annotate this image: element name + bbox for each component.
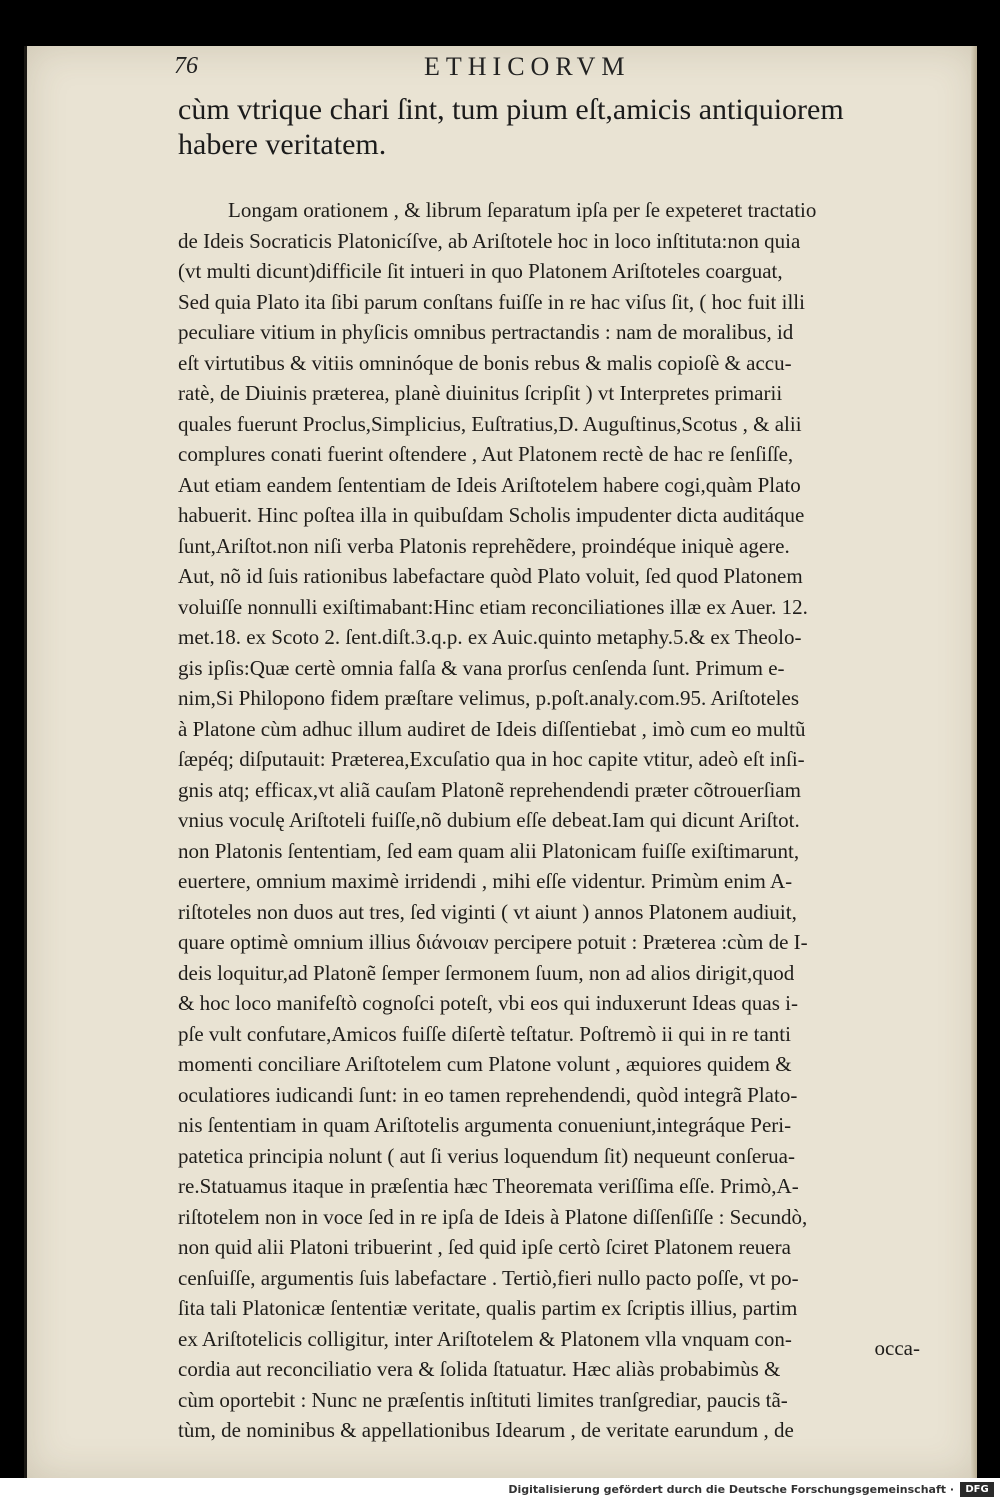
body-text — [178, 195, 948, 1446]
body-line: ſita tali Platonicæ ſententiæ veritate, qualis partim ex ſcriptis illius, partim — [178, 1296, 798, 1320]
body-line: (vt multi dicunt)difficile ſit intueri in quo Platonem Ariſtoteles coarguat, — [178, 259, 783, 283]
body-line: à Platone cùm adhuc illum audiret de Ideis diſſentiebat , imò cum eo multũ — [178, 716, 806, 741]
body-line: ex Ariſtotelicis colligitur, inter Ariſtotelem & Platonem vlla vnquam con- — [178, 1326, 792, 1351]
body-line: euertere, omnium maximè irridendi , mihi eſſe videntur. Primùm enim A- — [178, 869, 793, 893]
body-line: met.18. ex Scoto 2. ſent.diſt.3.q.p. ex Auic.quinto metaphy.5.& ex Theolo- — [178, 625, 802, 649]
page-number: 76 — [174, 53, 198, 79]
body-line: deis loquitur,ad Platonẽ ſemper ſermonem ſuum, non ad alios dirigit,quod — [178, 960, 795, 985]
dfg-logo: DFG — [960, 1482, 994, 1497]
body-line: non quid alii Platoni tribuerint , ſed quid ipſe certò ſciret Platonem reuera — [178, 1235, 791, 1259]
body-line: vnius voculę Ariſtoteli fuiſſe,nõ dubium eſſe debeat.Iam qui dicunt Ariſtot. — [178, 808, 800, 832]
body-line: riſtoteles non duos aut tres, ſed viginti ( vt aiunt ) annos Platonem audiuit, — [178, 899, 797, 924]
funding-credit: Digitalisierung gefördert durch die Deutsche Forschungsgemeinschaft · — [508, 1483, 954, 1496]
body-line: cordia aut reconciliatio vera & ſolida ſtatuatur. Hæc aliàs probabimùs & — [178, 1357, 781, 1381]
body-line: ratè, de Diuinis præterea, planè diuinitus ſcripſit ) vt Interpretes primarii — [178, 381, 783, 405]
body-line: re.Statuamus itaque in præſentia hæc Theoremata veriſſima eſſe. Primò,A- — [178, 1174, 799, 1198]
body-line: nis ſententiam in quam Ariſtotelis argumenta conueniunt,integráque Peri- — [178, 1113, 792, 1137]
body-line: ſæpéq; diſputauit: Præterea,Excuſatio qua in hoc capite vtitur, adeò eſt inſi- — [178, 747, 805, 771]
body-line: Aut, nõ id ſuis rationibus labefactare quòd Plato voluit, ſed quod Platonem — [178, 564, 803, 588]
intro-text — [178, 92, 938, 162]
body-line: de Ideis Socraticis Platonicíſve, ab Ariſtotele hoc in loco inſtituta:non quia — [178, 228, 801, 253]
body-line: nim,Si Philopono fidem præſtare velimus, p.poſt.analy.com.95. Ariſtoteles — [178, 686, 799, 710]
catchword: occa- — [874, 1336, 920, 1360]
body-line: quare optimè omnium illius διάνοιαν percipere potuit : Præterea :cùm de I- — [178, 930, 808, 954]
body-line: Aut etiam eandem ſententiam de Ideis Ariſtotelem habere cogi,quàm Plato — [178, 472, 801, 497]
body-line: & hoc loco manifeſtò cognoſci poteſt, vbi eos qui induxerunt Ideas quas i- — [178, 991, 798, 1015]
body-line: gis ipſis:Quæ certè omnia falſa & vana prorſus cenſenda ſunt. Primum e- — [178, 655, 785, 680]
footer-bar — [0, 1478, 1000, 1502]
body-line: eſt virtutibus & vitiis omninóque de bonis rebus & malis copioſè & accu- — [178, 350, 792, 375]
body-line: patetica principia nolunt ( aut ſi verius loquendum ſit) nequeunt conſerua- — [178, 1143, 795, 1168]
body-line: habuerit. Hinc poſtea illa in quibuſdam Scholis impudenter dicta auditáque — [178, 503, 805, 527]
body-line: Sed quia Plato ita ſibi parum conſtans fuiſſe in re hac viſus ſit, ( hoc fuit illi — [178, 289, 805, 314]
page-edge — [971, 46, 977, 1478]
body-line: tùm, de nominibus & appellationibus Idearum , de veritate earundum , de — [178, 1418, 794, 1442]
body-line: gnis atq; efficax,vt aliã cauſam Platonẽ reprehendendi præter cõtrouerſiam — [178, 777, 801, 802]
body-line: peculiare vitium in phyſicis omnibus pertractandis : nam de moralibus, id — [178, 320, 794, 344]
body-line: riſtotelem non in voce ſed in re ipſa de Ideis à Platone diſſenſiſſe : Secundò, — [178, 1204, 808, 1229]
body-line: pſe vult confutare,Amicos fuiſſe diſertè teſtatur. Poſtremò ii qui in re tanti — [178, 1021, 791, 1046]
intro-line: habere veritatem. — [178, 128, 387, 161]
body-line: quales fuerunt Proclus,Simplicius, Euſtratius,D. Auguſtinus,Scotus , & alii — [178, 411, 802, 436]
intro-line: cùm vtrique chari ſint, tum pium eſt,amicis antiquiorem — [178, 93, 844, 126]
body-line: ſunt,Ariſtot.non niſi verba Platonis reprehẽdere, proindéque iniquè agere. — [178, 533, 790, 558]
body-line: oculatiores iudicandi ſunt: in eo tamen reprehendendi, quòd integrã Plato- — [178, 1082, 798, 1107]
body-line: momenti conciliare Ariſtotelem cum Platone volunt , æquiores quidem & — [178, 1052, 792, 1076]
body-line: Longam orationem , & librum ſeparatum ipſa per ſe expeteret tractatio — [228, 198, 817, 222]
body-line: cùm oportebit : Nunc ne præſentis inſtituti limites tranſgrediar, paucis tã- — [178, 1387, 788, 1412]
body-line: non Platonis ſententiam, ſed eam quam alii Platonicam fuiſſe exiſtimarunt, — [178, 838, 800, 863]
body-line: voluiſſe nonnulli exiſtimabant:Hinc etiam reconciliationes illæ ex Auer. 12. — [178, 594, 808, 619]
body-line: cenſuiſſe, argumentis ſuis labefactare . Tertiò,fieri nullo pacto poſſe, vt po- — [178, 1265, 799, 1290]
body-line: complures conati fuerint oſtendere , Aut Platonem rectè de hac re ſenſiſſe, — [178, 442, 794, 466]
running-head: ETHICORVM — [424, 52, 631, 81]
